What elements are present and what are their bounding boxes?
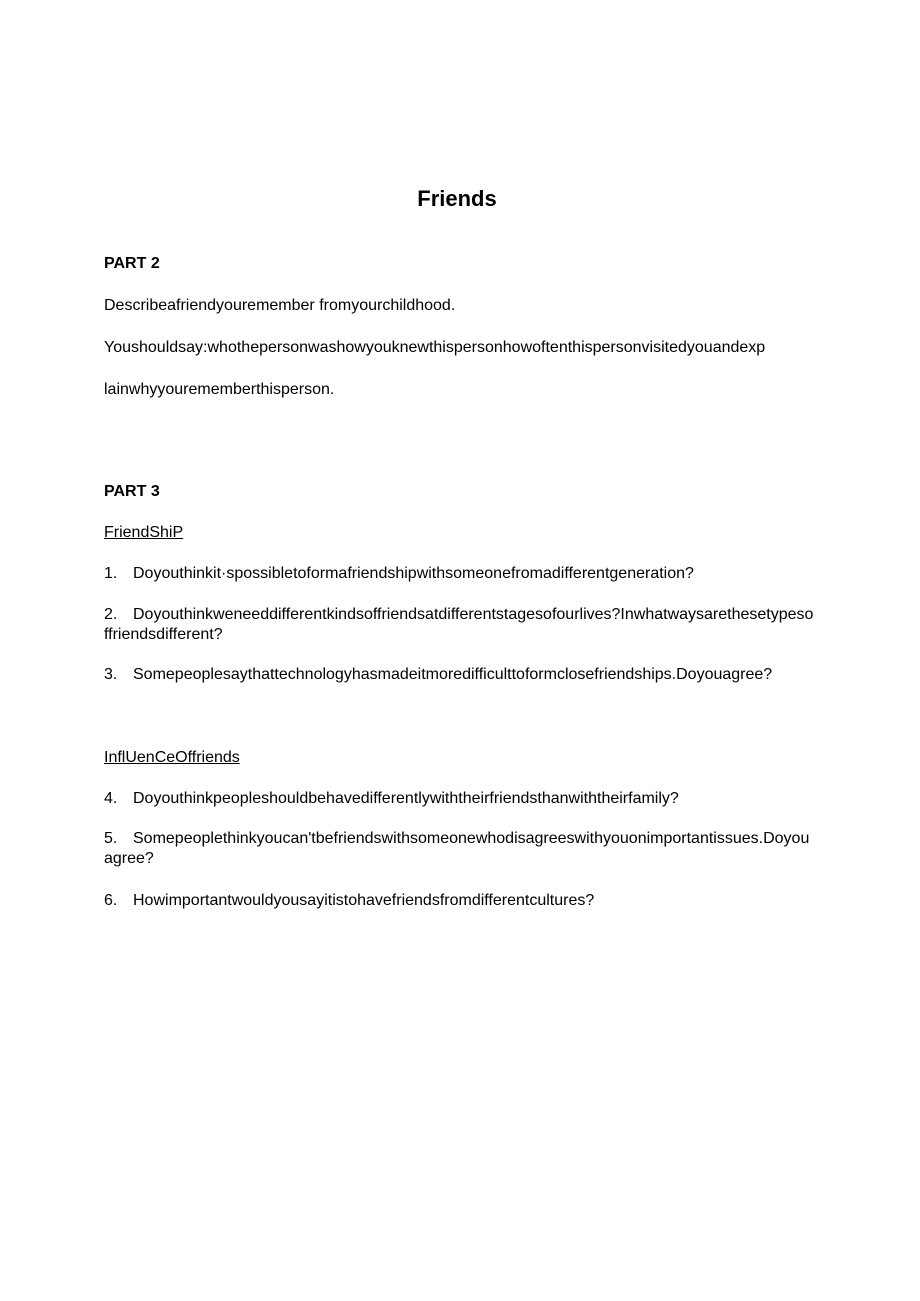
- question-2: [104, 605, 814, 645]
- page-title: Friends: [417, 186, 497, 211]
- question-text: Howimportantwouldyousayitistohavefriendsfromdifferentcultures?: [133, 892, 595, 909]
- part2-heading: PART 2: [104, 255, 160, 272]
- question-4: [104, 789, 814, 809]
- question-6: [104, 891, 814, 911]
- question-number: 4.: [104, 790, 118, 807]
- question-number: 1.: [104, 565, 118, 582]
- part2-should-say-line1: Youshouldsay:whothepersonwashowyouknewthispersonhowoftenthispersonvisitedyouandexp: [104, 339, 766, 356]
- question-3: [104, 665, 814, 685]
- part2-prompt: Describeafriendyouremember fromyourchildhood.: [104, 297, 456, 314]
- question-number: 6.: [104, 892, 118, 909]
- question-text: Doyouthinkpeopleshouldbehavedifferentlywiththeirfriendsthanwiththeirfamily?: [133, 790, 679, 807]
- section-title-influence-of-friends: InflUenCeOffriends: [104, 749, 240, 766]
- part2-should-say-line2: lainwhyyourememberthisperson.: [104, 381, 335, 398]
- section-title-friendship: FriendShiP: [104, 524, 184, 541]
- question-text: Somepeoplesaythattechnologyhasmadeitmoredifficulttoformclosefriendships.Doyouagree?: [133, 666, 773, 683]
- question-1: [104, 564, 814, 584]
- question-number: 5.: [104, 830, 118, 847]
- question-text: Doyouthinkit·spossibletoformafriendshipwithsomeonefromadifferentgeneration?: [133, 565, 694, 582]
- question-number: 2.: [104, 606, 118, 623]
- question-text: Somepeoplethinkyoucan'tbefriendswithsomeonewhodisagreeswithyouonimportantissues.Doyouagree?: [104, 830, 810, 867]
- question-number: 3.: [104, 666, 118, 683]
- question-text: Doyouthinkweneeddifferentkindsoffriendsatdifferentstagesofourlives?Inwhatwaysarethesetypesoffriendsdifferent?: [104, 606, 814, 643]
- question-5: [104, 829, 814, 869]
- part3-heading: PART 3: [104, 483, 160, 500]
